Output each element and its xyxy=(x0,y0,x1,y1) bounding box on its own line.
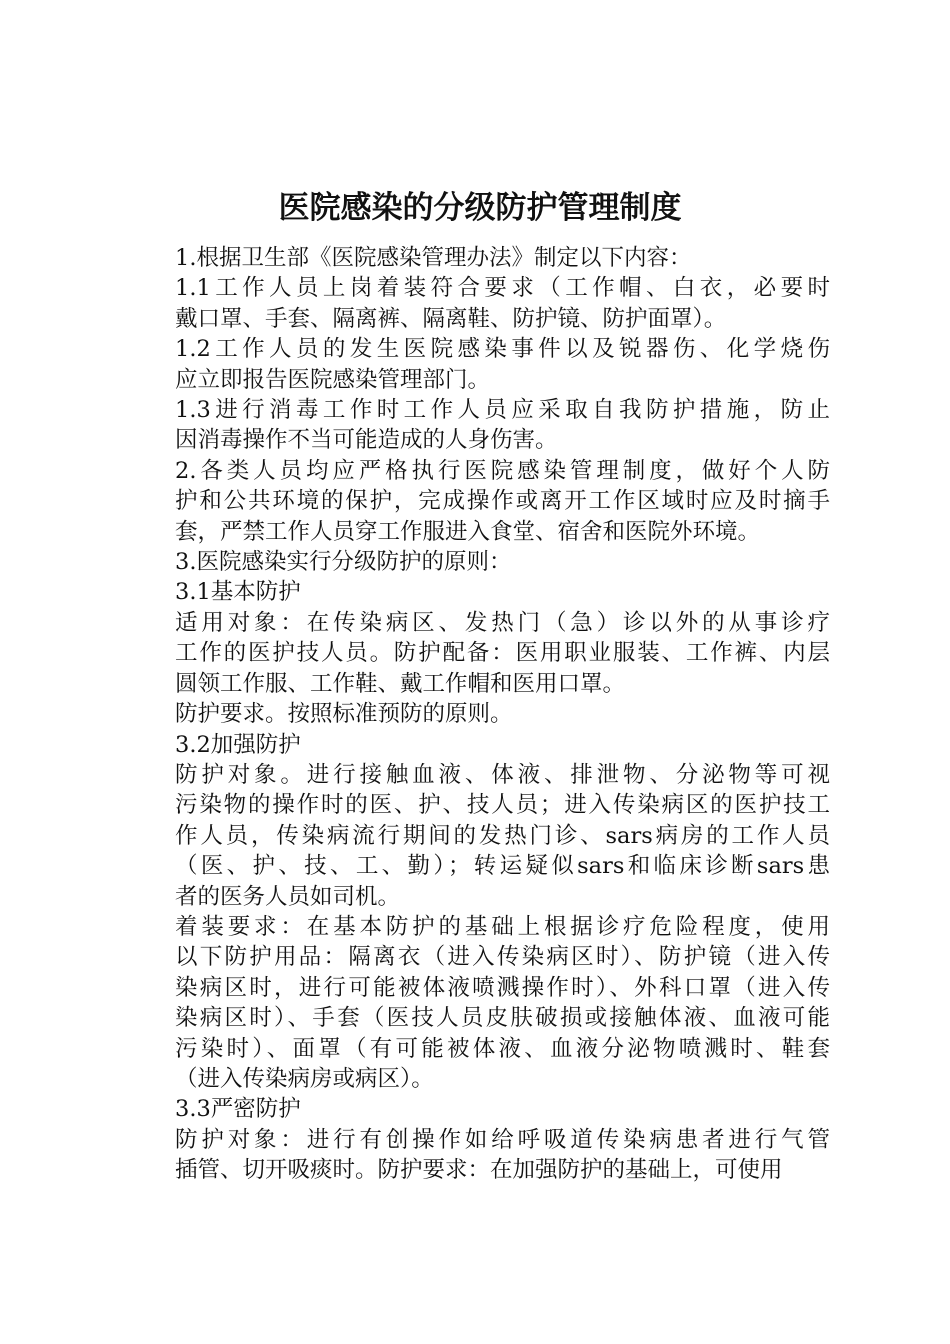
paragraph xyxy=(130,395,830,456)
document-body xyxy=(130,243,830,1186)
text-line: 3.3严密防护 xyxy=(175,1096,301,1123)
text-line: 1.3进行消毒工作时工作人员应采取自我防护措施，防止 xyxy=(175,397,830,424)
text-line: 工作的医护技人员。防护配备：医用职业服装、工作裤、内层 xyxy=(175,640,830,667)
paragraph xyxy=(130,243,830,273)
text-line: 着装要求：在基本防护的基础上根据诊疗危险程度，使用 xyxy=(175,913,830,940)
text-line: 1.2工作人员的发生医院感染事件以及锐器伤、化学烧伤 xyxy=(175,336,830,363)
text-line: 应立即报告医院感染管理部门。 xyxy=(175,366,491,393)
text-line: 污染时）、面罩（有可能被体液、血液分泌物喷溅时、鞋套 xyxy=(175,1035,830,1062)
paragraph xyxy=(130,273,830,334)
text-line: 染病区时）、手套（医技人员皮肤破损或接触体液、血液可能 xyxy=(175,1005,830,1032)
text-line: 防护对象：进行有创操作如给呼吸道传染病患者进行气管 xyxy=(175,1126,830,1153)
text-line: 护和公共环境的保护，完成操作或离开工作区域时应及时摘手 xyxy=(175,488,830,515)
text-line: 以下防护用品：隔离衣（进入传染病区时）、防护镜（进入传 xyxy=(175,944,830,971)
text-line: 套，严禁工作人员穿工作服进入食堂、宿舍和医院外环境。 xyxy=(175,518,761,545)
text-line: 3.2加强防护 xyxy=(175,731,301,758)
paragraph xyxy=(130,334,830,395)
text-line: 防护对象。进行接触血液、体液、排泄物、分泌物等可视 xyxy=(175,761,830,788)
paragraph xyxy=(130,547,830,577)
text-line: 作人员，传染病流行期间的发热门诊、sars病房的工作人员 xyxy=(175,822,830,849)
text-line: 者的医务人员如司机。 xyxy=(175,883,401,910)
text-line: 因消毒操作不当可能造成的人身伤害。 xyxy=(175,427,558,454)
paragraph xyxy=(130,730,830,760)
text-line: 1.1工作人员上岗着装符合要求（工作帽、白衣，必要时 xyxy=(175,275,830,302)
paragraph xyxy=(130,1094,830,1124)
text-line: 1.根据卫生部《医院感染管理办法》制定以下内容： xyxy=(175,245,692,271)
text-line: 插管、切开吸痰时。防护要求：在加强防护的基础上，可使用 xyxy=(175,1157,783,1184)
document-title: 医院感染的分级防护管理制度 xyxy=(278,190,682,226)
paragraph xyxy=(130,577,830,607)
text-line: 适用对象：在传染病区、发热门（急）诊以外的从事诊疗 xyxy=(175,609,830,636)
text-line: 圆领工作服、工作鞋、戴工作帽和医用口罩。 xyxy=(175,670,626,697)
paragraph xyxy=(130,1125,830,1186)
paragraph xyxy=(130,760,830,912)
document-page xyxy=(130,183,830,1186)
text-line: （医、护、技、工、勤）；转运疑似sars和临床诊断sars患 xyxy=(175,853,830,880)
text-line: 防护要求。按照标准预防的原则。 xyxy=(175,701,513,728)
text-line: 污染物的操作时的医、护、技人员；进入传染病区的医护技工 xyxy=(175,792,830,819)
paragraph xyxy=(130,912,830,1094)
text-line: （进入传染病房或病区）。 xyxy=(175,1065,434,1092)
text-line: 染病区时，进行可能被体液喷溅操作时）、外科口罩（进入传 xyxy=(175,974,830,1001)
text-line: 2.各类人员均应严格执行医院感染管理制度，做好个人防 xyxy=(175,457,830,484)
paragraph xyxy=(130,456,830,547)
paragraph xyxy=(130,699,830,729)
text-line: 3.1基本防护 xyxy=(175,579,301,606)
text-line: 3.医院感染实行分级防护的原则： xyxy=(175,549,512,576)
paragraph xyxy=(130,608,830,699)
text-line: 戴口罩、手套、隔离裤、隔离鞋、防护镜、防护面罩）。 xyxy=(175,305,727,332)
